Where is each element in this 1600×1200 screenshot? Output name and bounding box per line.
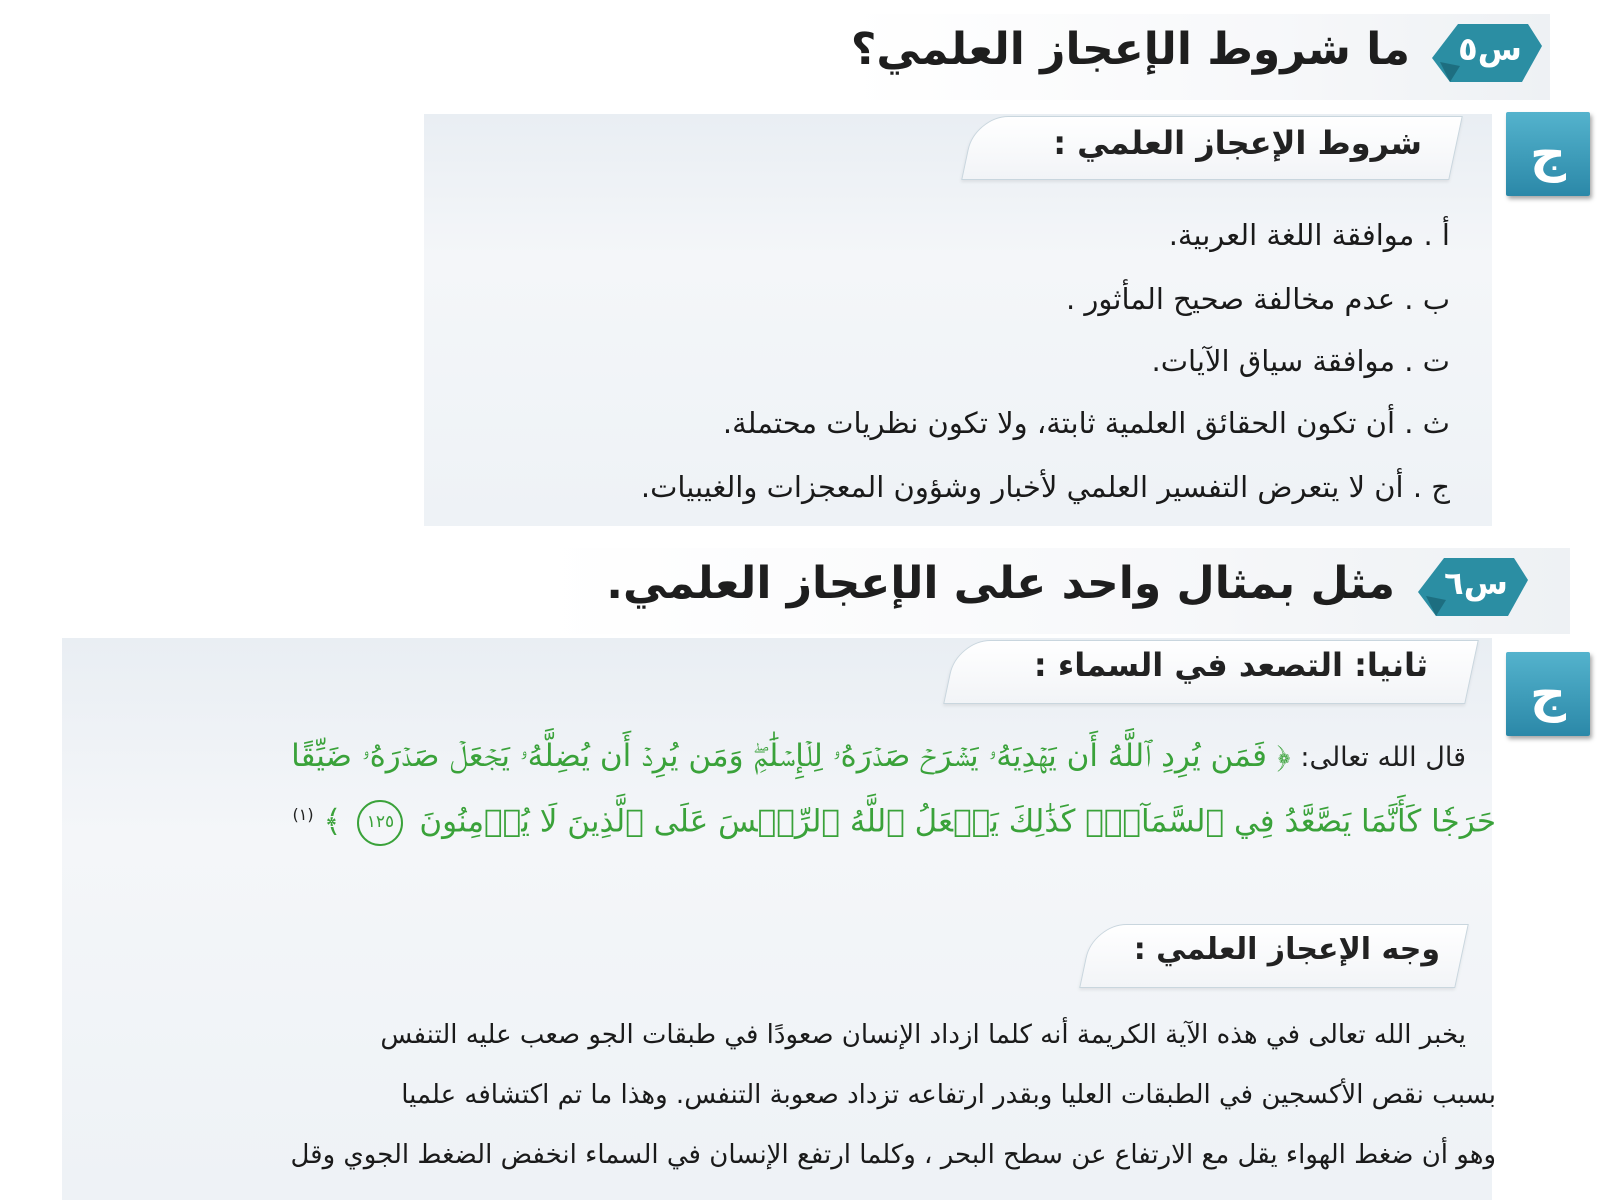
explanation-line-3: وهو أن ضغط الهواء يقل مع الارتفاع عن سطح البحر ، وكلما ارتفع الإنسان في السماء انخفض الضغط الجوي وقل — [290, 1140, 1496, 1170]
question-5-badge-label: س٥ — [1458, 30, 1522, 68]
answer-6-heading: ثانيا: التصعد في السماء : — [1033, 646, 1428, 684]
condition-item-j: ج . أن لا يتعرض التفسير العلمي لأخبار وشؤون المعجزات والغيبيات. — [640, 470, 1450, 504]
explanation-line-1: يخبر الله تعالى في هذه الآية الكريمة أنه كلما ازداد الإنسان صعودًا في طبقات الجو صعب عليه التنفس — [380, 1020, 1466, 1050]
condition-item-t: ت . موافقة سياق الآيات. — [1151, 344, 1450, 378]
verse-text-2: حَرَجٗا كَأَنَّمَا يَصَّعَّدُ فِي ٱلسَّمَآءِۚ كَذَٰلِكَ يَجۡعَلُ ٱللَّهُ ٱلرِّجۡسَ عَلَى ٱلَّذِينَ لَا يُؤۡمِنُونَ — [419, 803, 1496, 840]
answer-6-badge-label: ج — [1529, 665, 1567, 723]
answer-6-panel — [62, 638, 1492, 1200]
verse-close-bracket: ﴾ — [323, 803, 342, 840]
answer-6-subheading: وجه الإعجاز العلمي : — [1133, 932, 1440, 967]
explanation-line-2: بسبب نقص الأكسجين في الطبقات العليا وبقدر ارتفاعه تزداد صعوبة التنفس. وهذا ما تم اكتشافه علميا — [401, 1080, 1496, 1110]
verse-line-1 — [291, 738, 1466, 775]
condition-item-a: أ . موافقة اللغة العربية. — [1168, 218, 1450, 252]
question-6-badge-label: س٦ — [1444, 564, 1508, 602]
answer-6-badge — [1506, 652, 1590, 736]
ayah-number-mark: ١٢٥ — [357, 800, 403, 846]
verse-text-1: ﴿ فَمَن يُرِدِ ٱللَّهُ أَن يَهۡدِيَهُۥ يَشۡرَحۡ صَدۡرَهُۥ لِلۡإِسۡلَٰمِۖ وَمَن يُرِدۡ أَن يُضِلَّهُۥ يَجۡعَلۡ صَدۡرَهُۥ ضَيِّقًا — [291, 738, 1291, 774]
condition-item-b: ب . عدم مخالفة صحيح المأثور . — [1065, 282, 1450, 316]
verse-intro: قال الله تعالى: — [1300, 742, 1466, 773]
answer-5-badge — [1506, 112, 1590, 196]
footnote-reference: (١) — [292, 805, 314, 825]
question-6-text: مثل بمثال واحد على الإعجاز العلمي. — [606, 558, 1395, 609]
answer-5-badge-label: ج — [1529, 125, 1567, 183]
condition-item-th: ث . أن تكون الحقائق العلمية ثابتة، ولا تكون نظريات محتملة. — [722, 406, 1450, 440]
question-5-text: ما شروط الإعجاز العلمي؟ — [850, 24, 1410, 75]
verse-line-2 — [292, 800, 1496, 846]
answer-5-heading: شروط الإعجاز العلمي : — [1053, 124, 1422, 162]
